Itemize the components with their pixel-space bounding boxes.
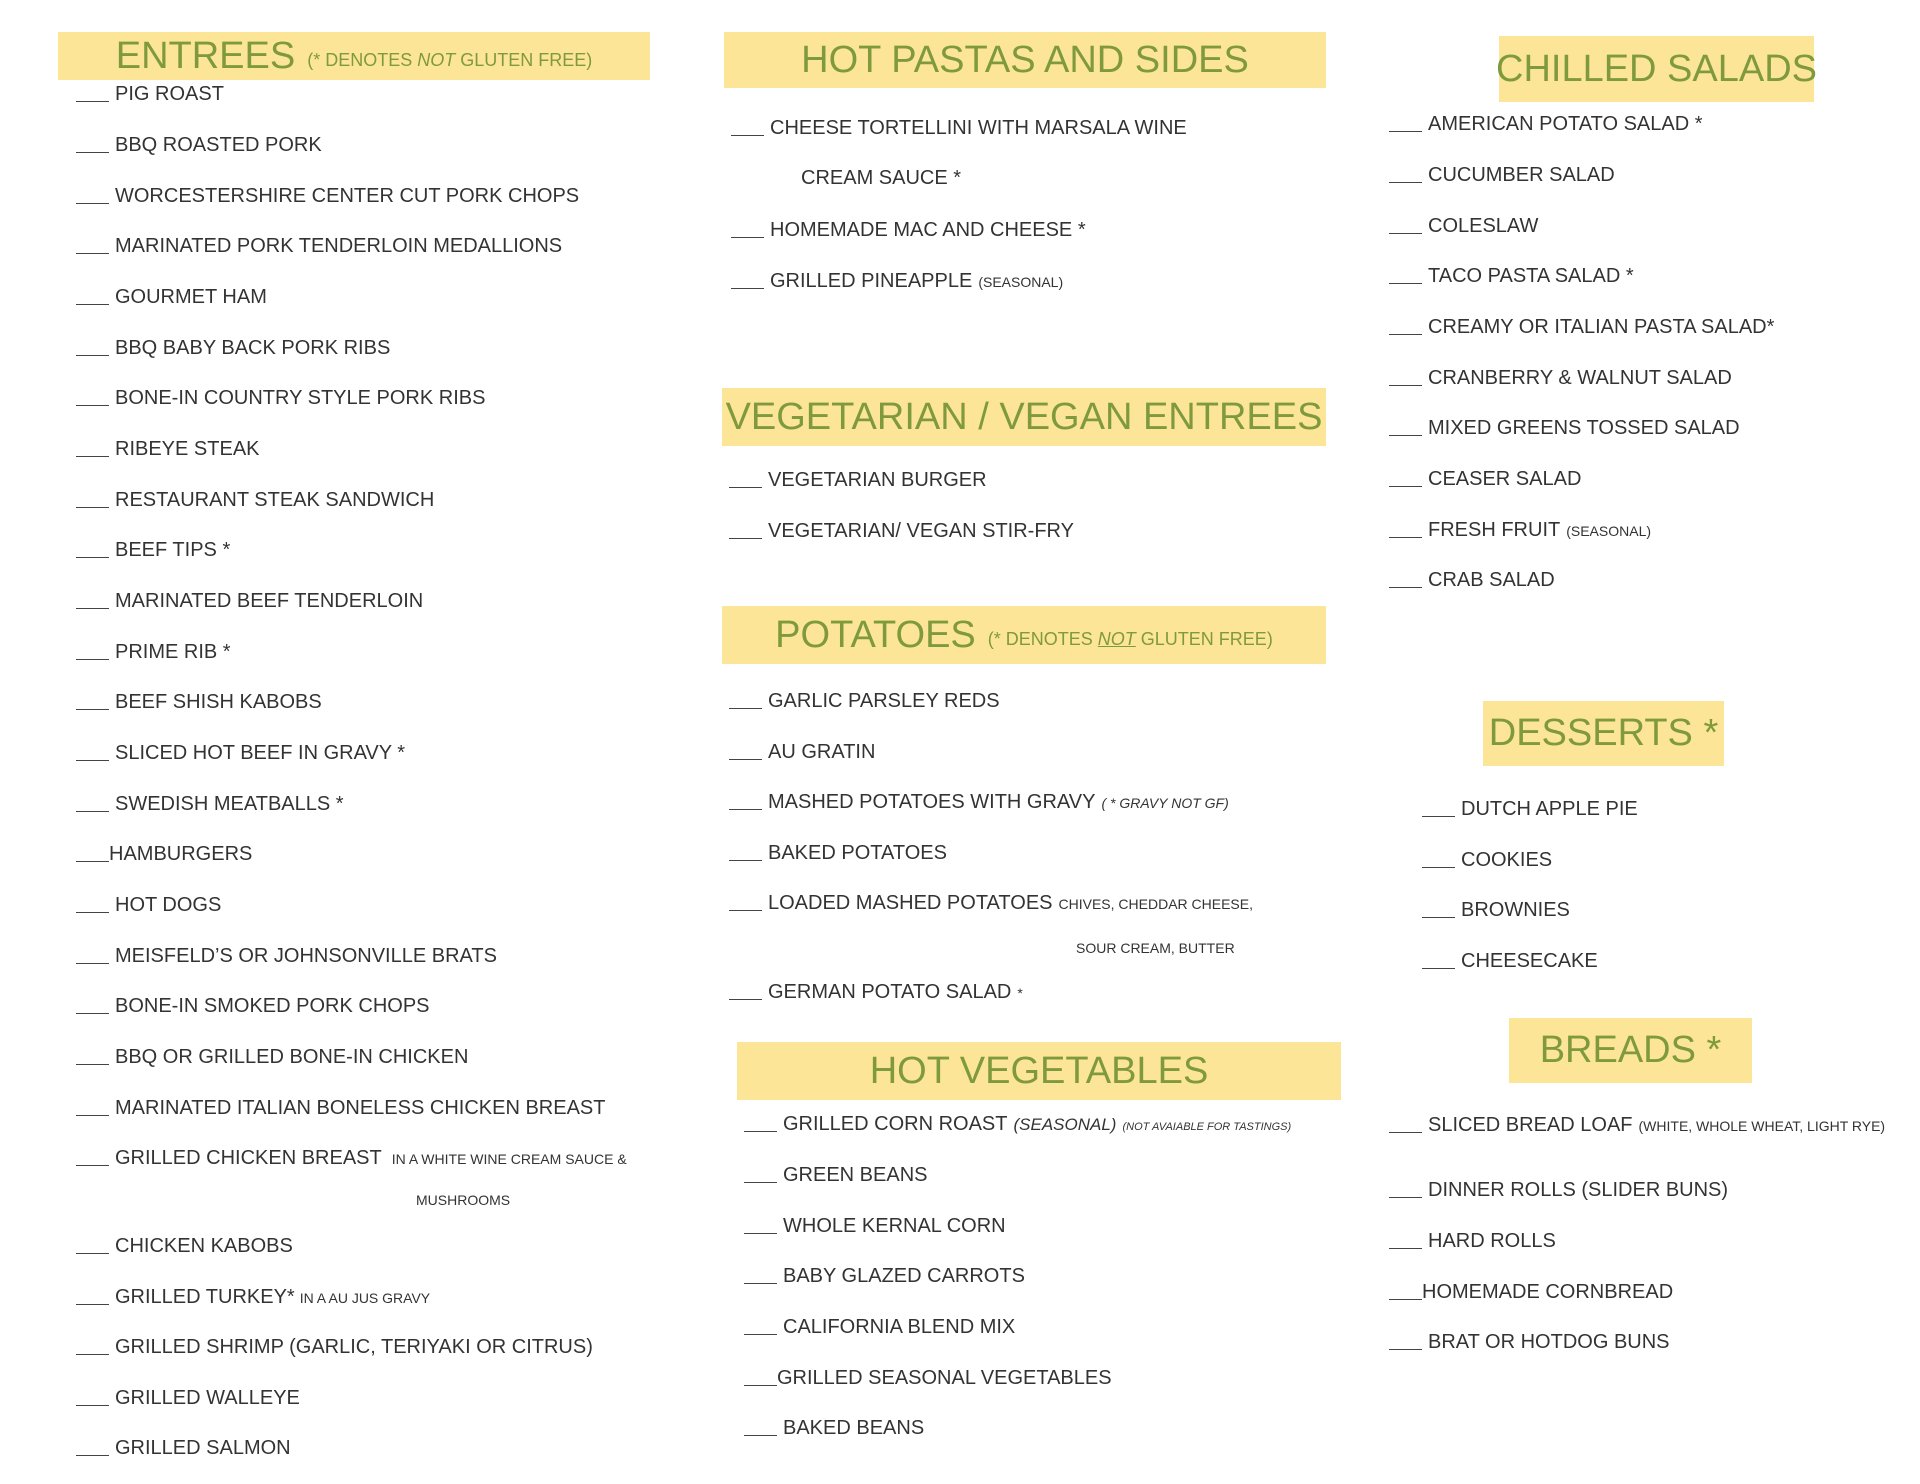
- breads-item-label: SLICED BREAD LOAF: [1428, 1114, 1633, 1136]
- checkbox-blank[interactable]: [76, 354, 109, 356]
- vegetables-item-label: BAKED BEANS: [783, 1417, 925, 1439]
- vegetables-item: [744, 1315, 1015, 1339]
- salads-item-label: CRANBERRY & WALNUT SALAD: [1428, 367, 1732, 389]
- checkbox-blank[interactable]: [1389, 1298, 1422, 1300]
- checkbox-blank[interactable]: [76, 1114, 109, 1116]
- entrees-item-label: RIBEYE STEAK: [115, 438, 260, 460]
- entrees-item: [76, 184, 579, 208]
- checkbox-blank[interactable]: [76, 1252, 109, 1254]
- checkbox-blank[interactable]: [729, 486, 762, 488]
- fruit-note: (SEASONAL): [1566, 523, 1652, 539]
- checkbox-blank[interactable]: [76, 860, 109, 862]
- loaded-note: CHIVES, CHEDDAR CHEESE,: [1058, 896, 1253, 912]
- checkbox-blank[interactable]: [76, 759, 109, 761]
- checkbox-blank[interactable]: [1389, 232, 1422, 234]
- vegetables-item-label: GREEN BEANS: [783, 1164, 928, 1186]
- checkbox-blank[interactable]: [1422, 866, 1455, 868]
- checkbox-blank[interactable]: [1389, 485, 1422, 487]
- entrees-item: [76, 82, 224, 106]
- checkbox-blank[interactable]: [729, 758, 762, 760]
- desserts-item: [1422, 949, 1598, 973]
- entrees-item-label: GOURMET HAM: [115, 286, 267, 308]
- checkbox-blank[interactable]: [76, 252, 109, 254]
- entrees-item: [76, 234, 562, 258]
- entrees-item: [76, 386, 485, 410]
- breads-item-label: DINNER ROLLS (SLIDER BUNS): [1428, 1179, 1729, 1201]
- salads-item: [1389, 416, 1740, 440]
- checkbox-blank[interactable]: [76, 1353, 109, 1355]
- desserts-item: [1422, 797, 1638, 821]
- entrees-title: ENTREES: [115, 34, 296, 77]
- entrees-item-label: GRILLED WALLEYE: [115, 1387, 300, 1409]
- entrees-item: [76, 1146, 627, 1171]
- salads-item: [1389, 264, 1634, 288]
- vegetables-item-label: BABY GLAZED CARROTS: [783, 1265, 1025, 1287]
- desserts-item: [1422, 898, 1570, 922]
- checkbox-blank[interactable]: [76, 1063, 109, 1065]
- pastas-item: [731, 218, 1086, 242]
- pastas-title: HOT PASTAS AND SIDES: [801, 38, 1249, 81]
- entrees-item: [76, 1234, 293, 1258]
- pastas-item: [731, 269, 1063, 294]
- potatoes-header: [722, 606, 1326, 664]
- corn-seasonal: (SEASONAL): [1013, 1115, 1117, 1134]
- salads-header: [1496, 36, 1818, 102]
- potatoes-item: [729, 790, 1229, 815]
- breads-item-label: HOMEMADE CORNBREAD: [1422, 1281, 1674, 1303]
- entrees-header: [58, 32, 650, 80]
- salads-item-label: CEASER SALAD: [1428, 468, 1582, 490]
- salads-item: [1389, 163, 1615, 187]
- pastas-header: [724, 32, 1326, 88]
- potatoes-item: [729, 740, 875, 764]
- entrees-item-label: SWEDISH MEATBALLS *: [115, 793, 344, 815]
- checkbox-blank[interactable]: [744, 1434, 777, 1436]
- entrees-item-label: PIG ROAST: [115, 83, 224, 105]
- checkbox-blank[interactable]: [1389, 586, 1422, 588]
- salads-item-label: CUCUMBER SALAD: [1428, 164, 1615, 186]
- potatoes-item-label: LOADED MASHED POTATOES: [768, 892, 1053, 914]
- entrees-item: [76, 640, 231, 664]
- checkbox-blank[interactable]: [1389, 282, 1422, 284]
- vegetables-item-label: CALIFORNIA BLEND MIX: [783, 1316, 1016, 1338]
- vegetables-item-label: GRILLED CORN ROAST: [783, 1113, 1008, 1135]
- checkbox-blank[interactable]: [76, 1303, 109, 1305]
- pastas-item-label: GRILLED PINEAPPLE: [770, 270, 973, 292]
- vegetables-item: [744, 1112, 1291, 1139]
- desserts-item-label: COOKIES: [1461, 849, 1553, 871]
- gravy-note: ( * GRAVY NOT GF): [1101, 795, 1229, 811]
- vegetarian-title: VEGETARIAN / VEGAN ENTREES: [725, 395, 1323, 438]
- checkbox-blank[interactable]: [729, 808, 762, 810]
- checkbox-blank[interactable]: [744, 1384, 777, 1386]
- chicken-note-cont: MUSHROOMS: [416, 1192, 511, 1208]
- checkbox-blank[interactable]: [1389, 181, 1422, 183]
- desserts-item-label: BROWNIES: [1461, 899, 1570, 921]
- salads-item: [1389, 568, 1555, 592]
- checkbox-blank[interactable]: [76, 607, 109, 609]
- vegetarian-item-label: VEGETARIAN BURGER: [768, 469, 987, 491]
- entrees-item: [76, 133, 322, 157]
- checkbox-blank[interactable]: [729, 859, 762, 861]
- vegetables-item: [744, 1163, 927, 1187]
- salads-item-label: FRESH FRUIT: [1428, 519, 1561, 541]
- chicken-note: IN A WHITE WINE CREAM SAUCE &: [391, 1151, 627, 1167]
- checkbox-blank[interactable]: [1389, 1247, 1422, 1249]
- salads-item-label: CRAB SALAD: [1428, 569, 1555, 591]
- entrees-item: [76, 336, 390, 360]
- checkbox-blank[interactable]: [744, 1130, 777, 1132]
- entrees-item-label: RESTAURANT STEAK SANDWICH: [115, 489, 435, 511]
- potatoes-note: (* DENOTES NOT GLUTEN FREE): [987, 628, 1273, 649]
- entrees-item: [76, 488, 434, 512]
- desserts-title: DESSERTS *: [1488, 712, 1719, 754]
- salads-item: [1389, 518, 1651, 543]
- entrees-item-label: MARINATED BEEF TENDERLOIN: [115, 590, 424, 612]
- checkbox-blank[interactable]: [731, 287, 764, 289]
- vegetarian-item: [729, 468, 987, 492]
- loaf-note: (WHITE, WHOLE WHEAT, LIGHT RYE): [1638, 1118, 1886, 1134]
- entrees-item-label: MARINATED PORK TENDERLOIN MEDALLIONS: [115, 235, 563, 257]
- checkbox-blank[interactable]: [731, 236, 764, 238]
- checkbox-blank[interactable]: [76, 506, 109, 508]
- entrees-item-label: BBQ ROASTED PORK: [115, 134, 322, 156]
- checkbox-blank[interactable]: [76, 202, 109, 204]
- checkbox-blank[interactable]: [76, 404, 109, 406]
- checkbox-blank[interactable]: [1422, 967, 1455, 969]
- entrees-item-label: PRIME RIB *: [115, 641, 231, 663]
- corn-note: (NOT AVAIABLE FOR TASTINGS): [1122, 1121, 1292, 1133]
- desserts-item-label: CHEESECAKE: [1461, 950, 1598, 972]
- entrees-item: [76, 1285, 430, 1310]
- desserts-item-label: DUTCH APPLE PIE: [1461, 798, 1638, 820]
- entrees-item-label: GRILLED TURKEY*: [115, 1286, 295, 1308]
- entrees-item-label: MEISFELD’S OR JOHNSONVILLE BRATS: [115, 945, 497, 967]
- checkbox-blank[interactable]: [1389, 1348, 1422, 1350]
- checkbox-blank[interactable]: [76, 962, 109, 964]
- entrees-item: [76, 538, 230, 562]
- checkbox-blank[interactable]: [76, 455, 109, 457]
- potatoes-item: [729, 980, 1023, 1005]
- potatoes-title: POTATOES: [775, 613, 976, 656]
- checkbox-blank[interactable]: [76, 100, 109, 102]
- entrees-item-label: BONE-IN SMOKED PORK CHOPS: [115, 995, 430, 1017]
- entrees-item: [76, 1386, 300, 1410]
- entrees-item: [76, 842, 252, 866]
- vegetarian-item: [729, 519, 1074, 543]
- checkbox-blank[interactable]: [76, 810, 109, 812]
- entrees-item: [76, 792, 344, 816]
- pastas-item-label: HOMEMADE MAC AND CHEESE *: [770, 219, 1086, 241]
- vegetables-item-label: WHOLE KERNAL CORN: [783, 1215, 1006, 1237]
- entrees-item-label: BBQ OR GRILLED BONE-IN CHICKEN: [115, 1046, 469, 1068]
- potatoes-item-label: MASHED POTATOES WITH GRAVY: [768, 791, 1096, 813]
- breads-header: [1509, 1018, 1752, 1083]
- vegetarian-header: [722, 388, 1326, 446]
- breads-item: [1389, 1113, 1885, 1138]
- entrees-item: [76, 1045, 468, 1069]
- checkbox-blank[interactable]: [1389, 536, 1422, 538]
- checkbox-blank[interactable]: [744, 1232, 777, 1234]
- entrees-item: [76, 1096, 605, 1120]
- vegetables-item: [744, 1214, 1006, 1238]
- entrees-item-label: CHICKEN KABOBS: [115, 1235, 293, 1257]
- entrees-item-label: HOT DOGS: [115, 894, 222, 916]
- entrees-item-label: WORCESTERSHIRE CENTER CUT PORK CHOPS: [115, 185, 580, 207]
- checkbox-blank[interactable]: [76, 303, 109, 305]
- entrees-item: [76, 690, 322, 714]
- entrees-item-label: SLICED HOT BEEF IN GRAVY *: [115, 742, 406, 764]
- checkbox-blank[interactable]: [1422, 815, 1455, 817]
- vegetables-item: [744, 1264, 1025, 1288]
- checkbox-blank[interactable]: [729, 537, 762, 539]
- checkbox-blank[interactable]: [744, 1282, 777, 1284]
- breads-title: BREADS *: [1539, 1029, 1722, 1071]
- vegetables-header: [737, 1042, 1341, 1100]
- pineapple-note: (SEASONAL): [978, 274, 1064, 290]
- salads-title: CHILLED SALADS: [1496, 47, 1818, 90]
- entrees-item-label: GRILLED SHRIMP (GARLIC, TERIYAKI OR CITRUS): [115, 1336, 593, 1358]
- checkbox-blank[interactable]: [76, 556, 109, 558]
- checkbox-blank[interactable]: [76, 1404, 109, 1406]
- breads-item: [1389, 1280, 1673, 1304]
- salads-item-label: MIXED GREENS TOSSED SALAD: [1428, 417, 1740, 439]
- entrees-item: [76, 994, 430, 1018]
- salads-item: [1389, 315, 1774, 339]
- entrees-item: [76, 1335, 593, 1359]
- tortellini-cont: CREAM SAUCE *: [801, 167, 962, 189]
- checkbox-blank[interactable]: [1389, 130, 1422, 132]
- turkey-note: IN A AU JUS GRAVY: [299, 1290, 431, 1306]
- potatoes-item: [729, 891, 1253, 916]
- checkbox-blank[interactable]: [1389, 1131, 1422, 1133]
- vegetables-title: HOT VEGETABLES: [869, 1049, 1209, 1092]
- checkbox-blank[interactable]: [731, 134, 764, 136]
- pastas-item: [731, 116, 1187, 140]
- salads-item-label: AMERICAN POTATO SALAD *: [1428, 113, 1703, 135]
- entrees-item: [76, 437, 260, 461]
- checkbox-blank[interactable]: [1422, 916, 1455, 918]
- entrees-item: [76, 893, 221, 917]
- breads-item-label: HARD ROLLS: [1428, 1230, 1556, 1252]
- entrees-item-label: BEEF SHISH KABOBS: [115, 691, 322, 713]
- checkbox-blank[interactable]: [744, 1181, 777, 1183]
- salads-item-label: CREAMY OR ITALIAN PASTA SALAD*: [1428, 316, 1775, 338]
- salads-item: [1389, 214, 1538, 238]
- checkbox-blank[interactable]: [1389, 384, 1422, 386]
- checkbox-blank[interactable]: [76, 658, 109, 660]
- checkbox-blank[interactable]: [1389, 333, 1422, 335]
- checkbox-blank[interactable]: [76, 708, 109, 710]
- potatoes-item-label: BAKED POTATOES: [768, 842, 947, 864]
- potatoes-item: [729, 841, 947, 865]
- desserts-item: [1422, 848, 1552, 872]
- entrees-item-label: BEEF TIPS *: [115, 539, 231, 561]
- salads-item-label: COLESLAW: [1428, 215, 1539, 237]
- entrees-note: (* DENOTES NOT GLUTEN FREE): [307, 49, 593, 70]
- entrees-item: [76, 285, 267, 309]
- salads-item: [1389, 112, 1703, 136]
- entrees-item-label: MARINATED ITALIAN BONELESS CHICKEN BREAST: [115, 1097, 606, 1119]
- checkbox-blank[interactable]: [729, 707, 762, 709]
- salads-item-label: TACO PASTA SALAD *: [1428, 265, 1634, 287]
- vegetarian-item-label: VEGETARIAN/ VEGAN STIR-FRY: [768, 520, 1074, 542]
- checkbox-blank[interactable]: [76, 1164, 109, 1166]
- salads-item: [1389, 467, 1581, 491]
- potatoes-item: [729, 689, 1000, 713]
- checkbox-blank[interactable]: [1389, 434, 1422, 436]
- potatoes-item-label: GERMAN POTATO SALAD: [768, 981, 1012, 1003]
- entrees-item-label: GRILLED CHICKEN BREAST: [115, 1147, 382, 1169]
- checkbox-blank[interactable]: [76, 151, 109, 153]
- desserts-header: [1483, 701, 1724, 766]
- pastas-item-label: CHEESE TORTELLINI WITH MARSALA WINE: [770, 117, 1187, 139]
- checkbox-blank[interactable]: [729, 998, 762, 1000]
- vegetables-item-label: GRILLED SEASONAL VEGETABLES: [777, 1367, 1112, 1389]
- entrees-item: [76, 741, 405, 765]
- loaded-note-cont: SOUR CREAM, BUTTER: [1076, 940, 1235, 956]
- checkbox-blank[interactable]: [76, 911, 109, 913]
- checkbox-blank[interactable]: [1389, 1196, 1422, 1198]
- breads-item-label: BRAT OR HOTDOG BUNS: [1428, 1331, 1670, 1353]
- entrees-item: [76, 1436, 291, 1460]
- entrees-item-label: GRILLED SALMON: [115, 1437, 291, 1459]
- salads-item: [1389, 366, 1732, 390]
- breads-item: [1389, 1178, 1728, 1202]
- potatoes-item-label: AU GRATIN: [768, 741, 876, 763]
- entrees-item-label: BONE-IN COUNTRY STYLE PORK RIBS: [115, 387, 486, 409]
- checkbox-blank[interactable]: [729, 909, 762, 911]
- entrees-item-label: BBQ BABY BACK PORK RIBS: [115, 337, 391, 359]
- entrees-item-label: HAMBURGERS: [109, 843, 253, 865]
- german-mark: *: [1017, 985, 1023, 1001]
- entrees-item: [76, 589, 423, 613]
- checkbox-blank[interactable]: [744, 1333, 777, 1335]
- potatoes-item-label: GARLIC PARSLEY REDS: [768, 690, 1000, 712]
- checkbox-blank[interactable]: [76, 1454, 109, 1456]
- checkbox-blank[interactable]: [76, 1012, 109, 1014]
- breads-item: [1389, 1229, 1556, 1253]
- entrees-item: [76, 944, 497, 968]
- vegetables-item: [744, 1366, 1112, 1390]
- breads-item: [1389, 1330, 1670, 1354]
- vegetables-item: [744, 1416, 924, 1440]
